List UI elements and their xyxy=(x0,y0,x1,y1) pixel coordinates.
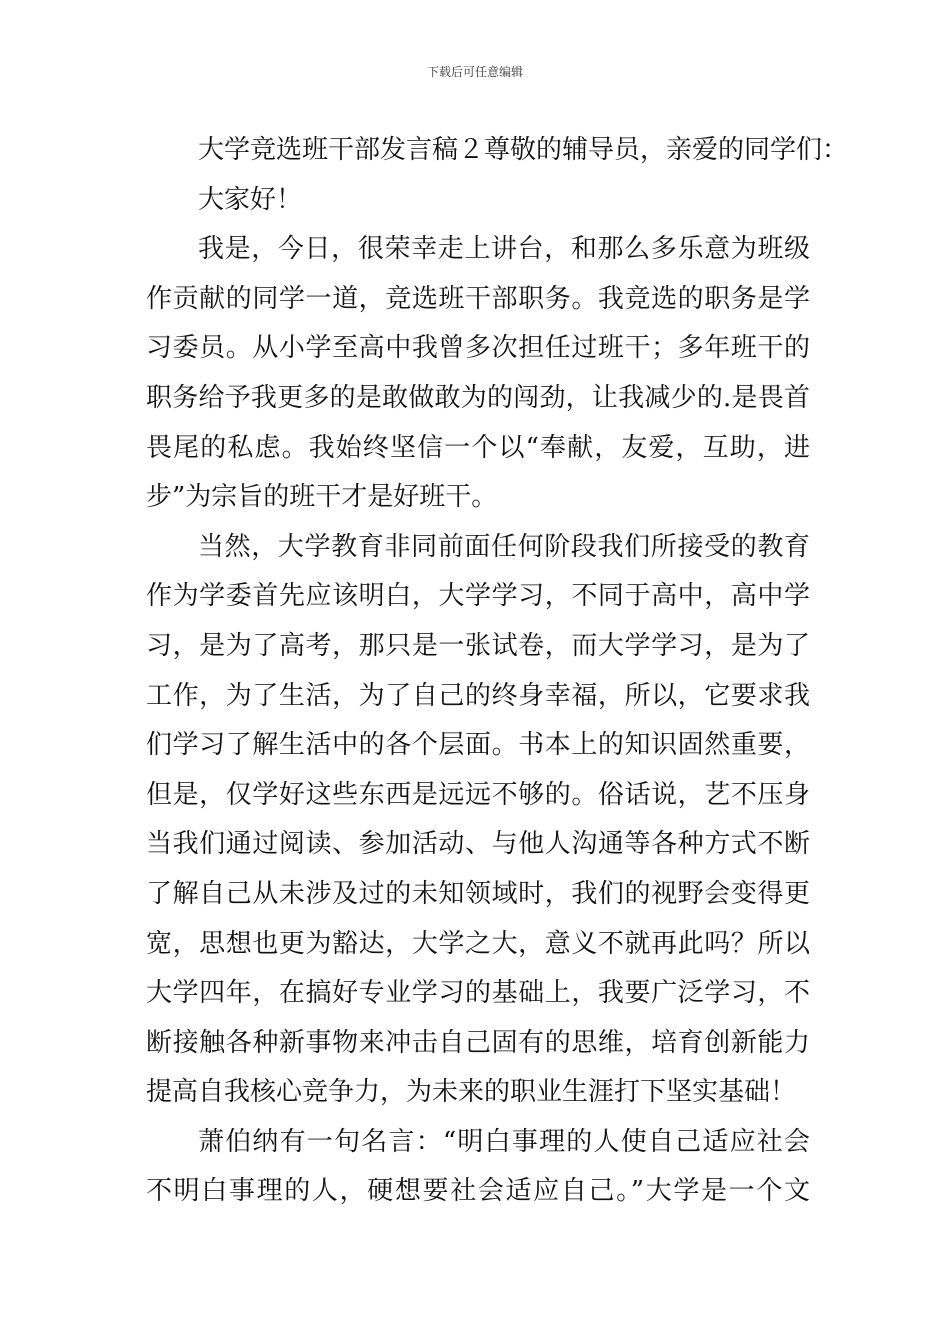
paragraph-line: 职务给予我更多的是敢做敢为的闯劲，让我减少的.是畏首 xyxy=(146,382,810,413)
paragraph-line: 大学四年，在搞好专业学习的基础上，我要广泛学习，不 xyxy=(146,978,810,1009)
paragraph-line: 宽，思想也更为豁达，大学之大，意义不就再此吗？所以 xyxy=(146,928,810,959)
paragraph-line: 不明白事理的人，硬想要社会适应自己。”大学是一个文 xyxy=(146,1176,810,1207)
paragraph-line: 当然，大学教育非同前面任何阶段我们所接受的教育 xyxy=(198,531,810,562)
paragraph-line: 作为学委首先应该明白，大学学习，不同于高中，高中学 xyxy=(146,581,810,612)
paragraph-line: 大学竞选班干部发言稿２尊敬的辅导员，亲爱的同学们： xyxy=(198,135,849,165)
paragraph-line: 工作，为了生活，为了自己的终身幸福，所以，它要求我 xyxy=(146,680,810,711)
paragraph-line: 作贡献的同学一道，竞选班干部职务。我竞选的职务是学 xyxy=(146,283,810,314)
paragraph-line: 但是，仅学好这些东西是远远不够的。俗话说，艺不压身 xyxy=(146,779,810,810)
paragraph-line: 提高自我核心竞争力，为未来的职业生涯打下坚实基础！ xyxy=(146,1077,797,1108)
paragraph-line: 畏尾的私虑。我始终坚信一个以“奉献，友爱，互助，进 xyxy=(146,432,810,463)
document-body xyxy=(146,126,849,1217)
paragraph-line: 了解自己从未涉及过的未知领域时，我们的视野会变得更 xyxy=(146,878,810,909)
paragraph-line: 步”为宗旨的班干才是好班干。 xyxy=(146,482,498,513)
page-header: 下载后可任意编辑 xyxy=(426,65,523,79)
paragraph-line: 们学习了解生活中的各个层面。书本上的知识固然重要， xyxy=(146,730,810,761)
paragraph-line: 萧伯纳有一句名言：“明白事理的人使自己适应社会 xyxy=(198,1126,810,1157)
paragraph-line: 当我们通过阅读、参加活动、与他人沟通等各种方式不断 xyxy=(146,829,810,860)
paragraph-line: 习，是为了高考，那只是一张试卷，而大学学习，是为了 xyxy=(146,630,810,661)
paragraph-line: 习委员。从小学至高中我曾多次担任过班干；多年班干的 xyxy=(146,333,810,364)
paragraph-line: 大家好！ xyxy=(198,184,303,215)
paragraph-line: 断接触各种新事物来冲击自己固有的思维，培育创新能力 xyxy=(146,1027,810,1058)
paragraph-line: 我是，今日，很荣幸走上讲台，和那么多乐意为班级 xyxy=(198,234,810,265)
